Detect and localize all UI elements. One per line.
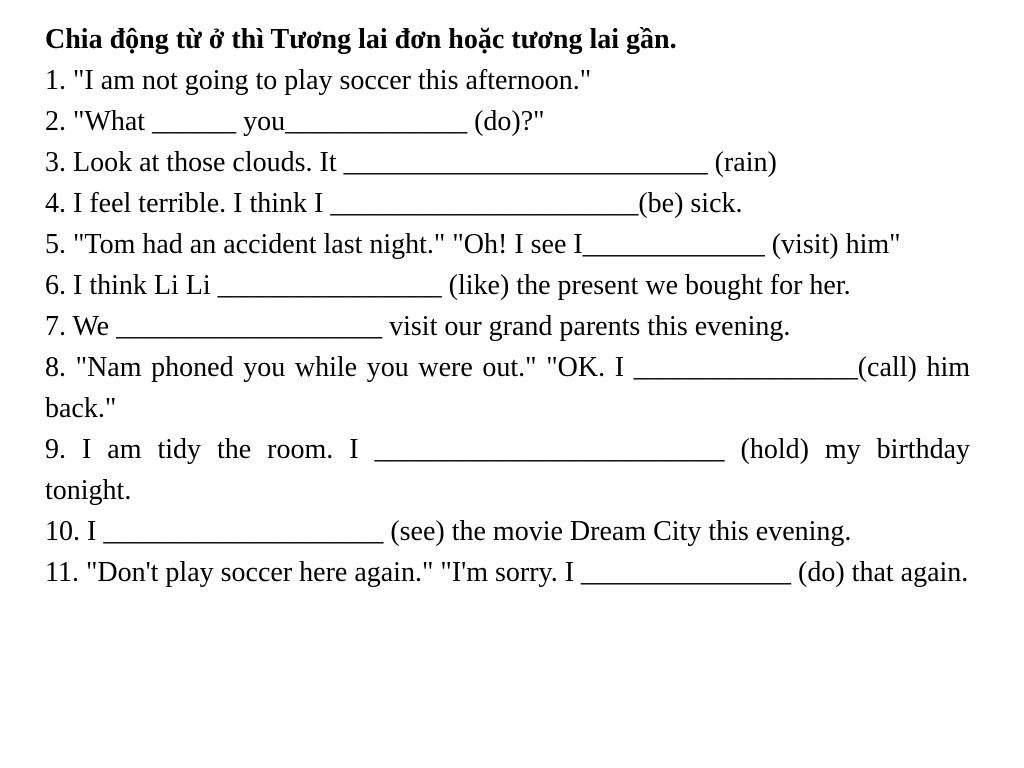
exercise-3: 3. Look at those clouds. It __________________________ (rain) — [45, 147, 777, 178]
exercise-8: 8. "Nam phoned you while you were out." "OK. I ________________(call) him back." — [45, 352, 970, 424]
worksheet-title: Chia động từ ở thì Tương lai đơn hoặc tương lai gần. — [45, 24, 677, 55]
exercise-9: 9. I am tidy the room. I _________________________ (hold) my birthday tonight. — [45, 434, 970, 506]
worksheet — [45, 19, 970, 593]
exercise-1: 1. "I am not going to play soccer this afternoon." — [45, 65, 592, 96]
exercise-6: 6. I think Li Li ________________ (like) the present we bought for her. — [45, 270, 851, 301]
exercise-10: 10. I ____________________ (see) the movie Dream City this evening. — [45, 516, 852, 547]
exercise-4: 4. I feel terrible. I think I ______________________(be) sick. — [45, 188, 743, 219]
exercise-5: 5. "Tom had an accident last night." "Oh! I see I_____________ (visit) him" — [45, 229, 901, 260]
exercise-7: 7. We ___________________ visit our grand parents this evening. — [45, 311, 791, 342]
exercise-2: 2. "What ______ you_____________ (do)?" — [45, 106, 545, 137]
exercise-11: 11. "Don't play soccer here again." "I'm sorry. I _______________ (do) that again. — [45, 557, 969, 588]
